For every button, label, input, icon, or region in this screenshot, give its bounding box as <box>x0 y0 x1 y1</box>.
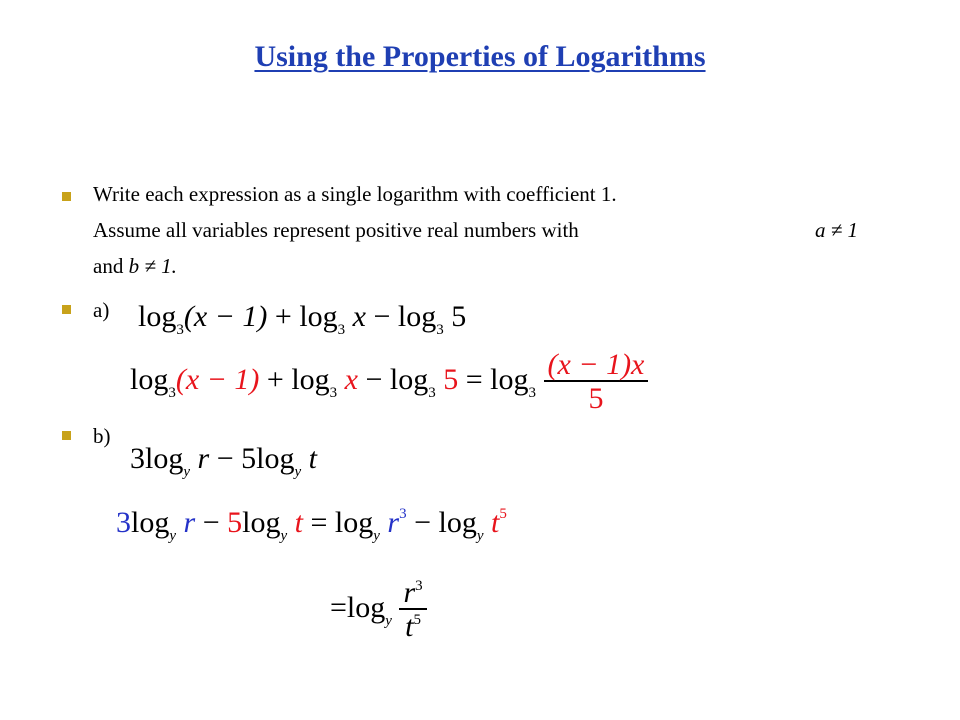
part-b-label: b) <box>93 424 111 448</box>
part-a-fraction: $\frac{(x - 1)x}{5}$ <box>544 350 649 414</box>
slide-title: Using the Properties of Logarithms <box>254 40 706 73</box>
part-a-solution: $\log_3(x - 1) + \log_3 x - \log_3 5 = \log_3$ $\frac{(x - 1)x}{5}$ <box>130 350 648 414</box>
intro-text <box>93 176 913 284</box>
bullet-icon <box>62 431 71 440</box>
intro-line-1: Write each expression as a single logarithm with coefficient 1. <box>93 182 617 206</box>
part-b-fraction: $\frac{r^3}{t^5}$ <box>399 578 426 642</box>
part-a-expression: $\log_3(x - 1) + \log_3 x - \log_3 5$ <box>138 300 467 338</box>
part-b-solution: $3\log_y$ $r - 5\log_y$ $t = \log_y r^3 - \log_y t^5$ <box>116 506 507 544</box>
condition-a: a ≠ 1 <box>815 218 859 242</box>
intro-line-3: and b ≠ 1. <box>93 254 177 278</box>
bullet-icon <box>62 305 71 314</box>
part-b-final: $=\log_y$ $\frac{r^3}{t^5}$ <box>330 578 427 642</box>
part-b-expression: $3\log_y$ $r - 5\log_y$ t <box>130 442 317 480</box>
condition-b: b ≠ 1. <box>128 254 177 278</box>
bullet-icon <box>62 192 71 201</box>
intro-line-2: Assume all variables represent positive real numbers with a ≠ 1 <box>93 212 913 248</box>
part-a-label: a) <box>93 298 110 322</box>
